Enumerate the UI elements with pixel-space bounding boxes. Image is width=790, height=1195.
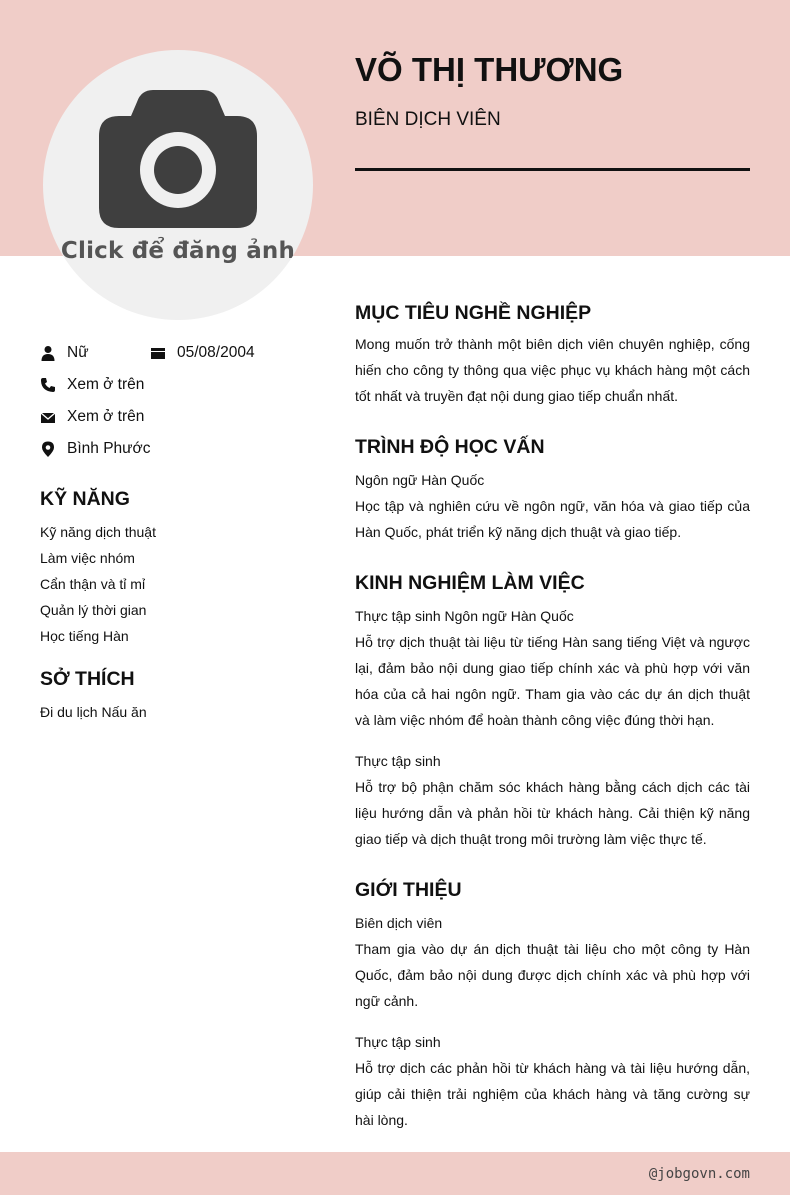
introduction-item-desc: Tham gia vào dự án dịch thuật tài liệu cho một công ty Hàn Quốc, đảm bảo nội dung được dịch chính xác và phù hợp với ngữ cảnh. xyxy=(355,941,750,1009)
introduction-section xyxy=(355,877,750,1133)
address-row xyxy=(40,437,150,461)
experience-items xyxy=(355,603,750,852)
photo-upload-label: Click để đăng ảnh xyxy=(60,238,296,264)
introduction-item-title: Thực tập sinh xyxy=(355,1034,441,1050)
person-icon xyxy=(40,345,56,361)
education-item xyxy=(355,467,750,545)
skill-item: Quản lý thời gian xyxy=(40,602,147,618)
gender-row xyxy=(40,341,89,365)
introduction-items xyxy=(355,910,750,1133)
introduction-item xyxy=(355,1029,750,1133)
experience-title: KINH NGHIỆM LÀM VIỆC xyxy=(355,572,585,594)
hobbies-title: SỞ THÍCH xyxy=(40,668,135,690)
dob-row xyxy=(150,341,255,365)
skills-title: KỸ NĂNG xyxy=(40,488,130,510)
camera-icon xyxy=(97,88,259,230)
address-value: Bình Phước xyxy=(67,440,151,457)
introduction-item-title: Biên dịch viên xyxy=(355,915,443,931)
experience-item-desc: Hỗ trợ bộ phận chăm sóc khách hàng bằng cách dịch các tài liệu hướng dẫn và phản hồi từ khách hàng. Cải thiện kỹ năng giao tiếp và dịch thuật trong môi trường làm việc thực tế. xyxy=(355,779,750,847)
photo-upload[interactable] xyxy=(43,50,313,320)
experience-item xyxy=(355,748,750,852)
objective-section xyxy=(355,300,750,409)
phone-value: Xem ở trên xyxy=(67,376,145,393)
email-value: Xem ở trên xyxy=(67,408,145,425)
email-row xyxy=(40,405,144,429)
calendar-icon xyxy=(150,345,166,361)
phone-row xyxy=(40,373,144,397)
skill-item: Cẩn thận và tỉ mỉ xyxy=(40,576,146,592)
education-title: TRÌNH ĐỘ HỌC VẤN xyxy=(355,436,545,458)
main-column xyxy=(355,300,750,1133)
skill-item: Làm việc nhóm xyxy=(40,550,135,566)
experience-item-title: Thực tập sinh xyxy=(355,753,441,769)
location-pin-icon xyxy=(40,441,56,457)
education-section xyxy=(355,434,750,545)
experience-item xyxy=(355,603,750,733)
introduction-item xyxy=(355,910,750,1014)
mail-icon xyxy=(40,409,56,425)
experience-item-desc: Hỗ trợ dịch thuật tài liệu từ tiếng Hàn sang tiếng Việt và ngược lại, đảm bảo nội dung giao tiếp chính xác và phù hợp với văn hóa của cả hai ngôn ngữ. Tham gia vào các dự án dịch thuật và làm việc nhóm để hoàn thành công việc đúng thời hạn. xyxy=(355,634,750,728)
objective-title: MỤC TIÊU NGHỀ NGHIỆP xyxy=(355,302,592,324)
phone-icon xyxy=(40,377,56,393)
dob-value: 05/08/2004 xyxy=(177,344,255,361)
education-item-title: Ngôn ngữ Hàn Quốc xyxy=(355,472,485,488)
education-items xyxy=(355,467,750,545)
footer-watermark: @jobgovn.com xyxy=(648,1166,750,1182)
introduction-item-desc: Hỗ trợ dịch các phản hồi từ khách hàng và tài liệu hướng dẫn, giúp cải thiện trải nghiệm của khách hàng và tăng cường sự hài lòng. xyxy=(355,1060,750,1128)
skills-list xyxy=(40,519,156,649)
experience-section xyxy=(355,570,750,852)
hobbies-text: Đi du lịch Nấu ăn xyxy=(40,704,147,720)
header-divider xyxy=(355,168,750,171)
education-item-desc: Học tập và nghiên cứu về ngôn ngữ, văn hóa và giao tiếp của Hàn Quốc, phát triển kỹ năng dịch thuật và giao tiếp. xyxy=(355,498,750,540)
job-title: BIÊN DỊCH VIÊN xyxy=(355,109,501,130)
gender-value: Nữ xyxy=(67,344,89,361)
skill-item: Kỹ năng dịch thuật xyxy=(40,524,156,540)
experience-item-title: Thực tập sinh Ngôn ngữ Hàn Quốc xyxy=(355,608,574,624)
candidate-name: VÕ THỊ THƯƠNG xyxy=(355,51,624,88)
objective-text: Mong muốn trở thành một biên dịch viên chuyên nghiệp, cống hiến cho công ty thông qua việc phục vụ khách hàng một cách tốt nhất và truyền đạt nội dung giao tiếp chuẩn nhất. xyxy=(355,336,750,404)
skill-item: Học tiếng Hàn xyxy=(40,628,129,644)
introduction-title: GIỚI THIỆU xyxy=(355,879,462,901)
